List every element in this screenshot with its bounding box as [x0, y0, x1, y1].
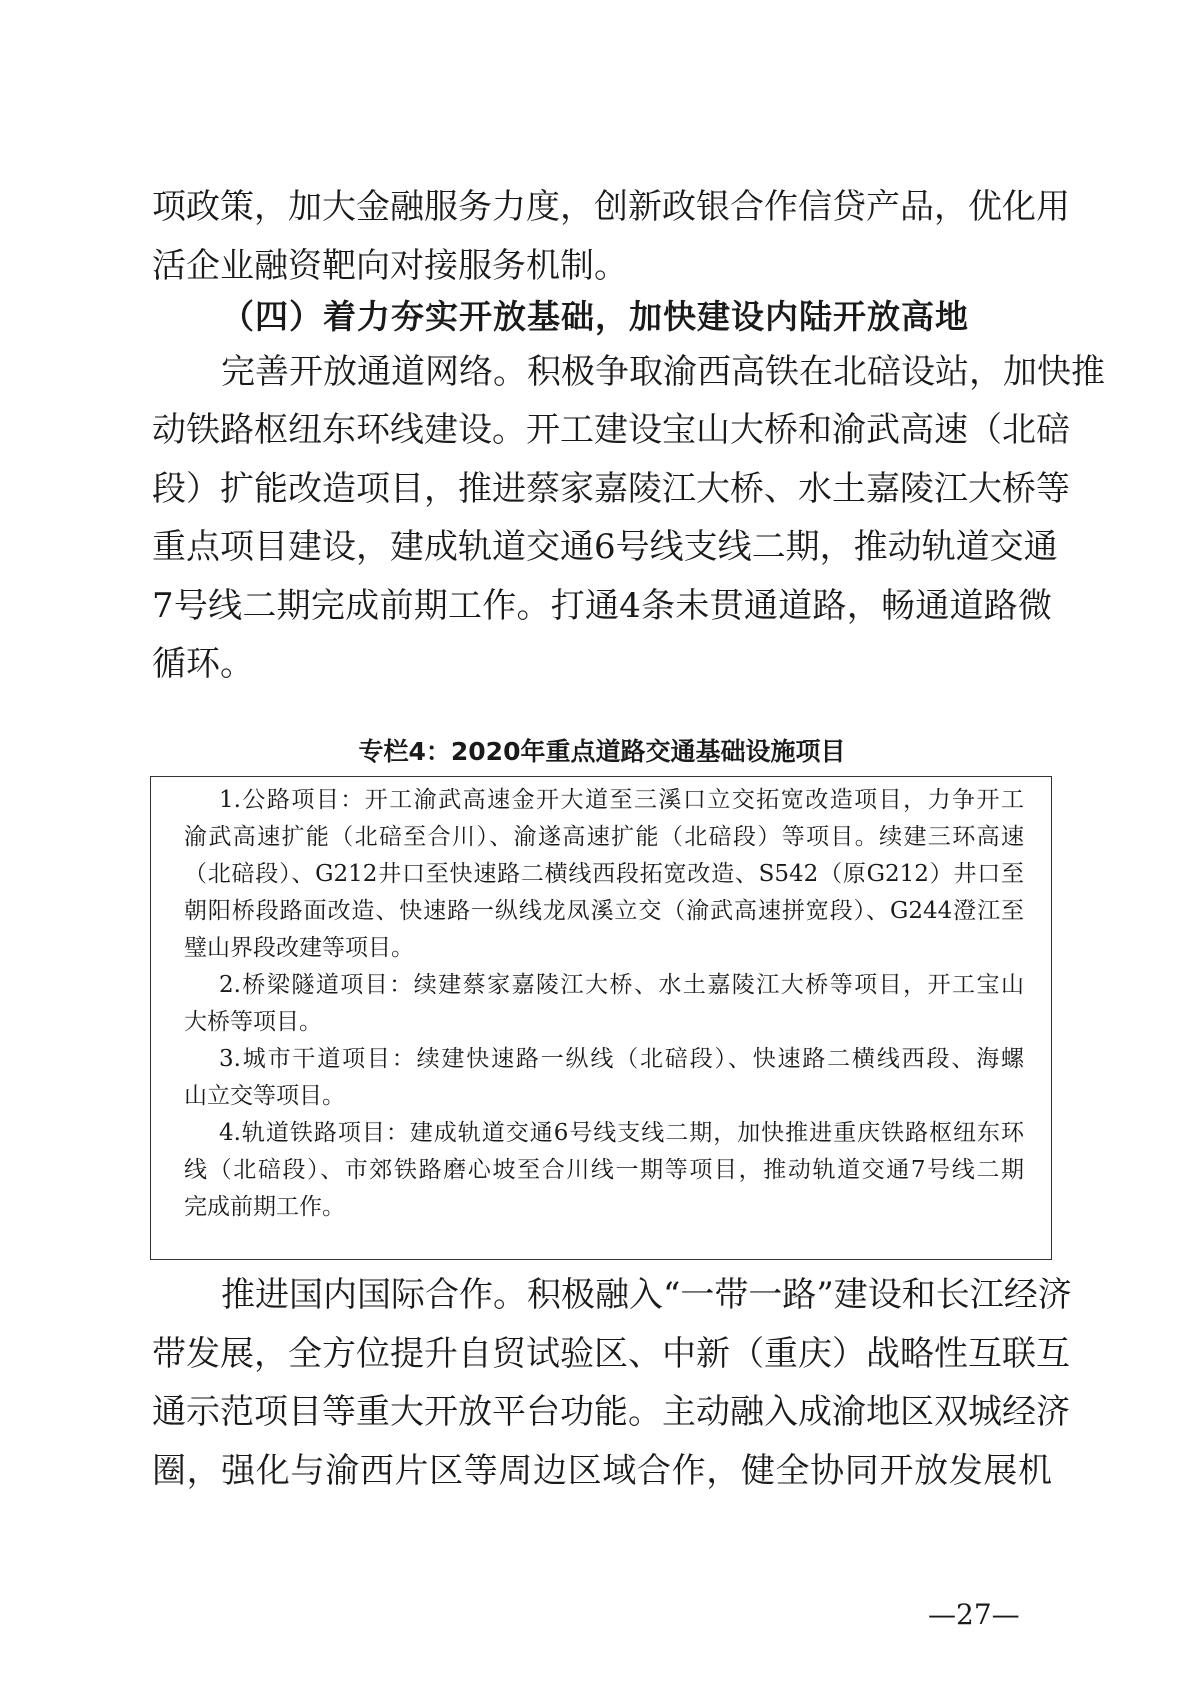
section-heading: （四）着力夯实开放基础，加快建设内陆开放高地 [221, 297, 969, 336]
box-line: 完成前期工作。 [184, 1194, 345, 1220]
box-line: 璧山界段改建等项目。 [184, 935, 414, 961]
paragraph-line: 通示范项目等重大开放平台功能。主动融入成渝地区双城经济 [152, 1392, 1070, 1432]
paragraph-line: 段）扩能改造项目，推进蔡家嘉陵江大桥、水土嘉陵江大桥等 [152, 469, 1070, 509]
box-line: 渝武高速扩能（北碚至合川）、渝遂高速扩能（北碚段）等项目。续建三环高速 [184, 824, 1024, 850]
box-line: 山立交等项目。 [184, 1083, 345, 1109]
paragraph-line: 循环。 [152, 644, 254, 684]
box-line: 线（北碚段）、市郊铁路磨心坡至合川线一期等项目，推动轨道交通7号线二期 [184, 1157, 1024, 1183]
box-line: 3.城市干道项目：续建快速路一纵线（北碚段）、快速路二横线西段、海螺 [219, 1046, 1024, 1072]
paragraph-line: 完善开放通道网络。积极争取渝西高铁在北碚设站，加快推 [221, 352, 1105, 392]
box-line: 大桥等项目。 [184, 1009, 322, 1035]
box-line: （北碚段）、G212井口至快速路二横线西段拓宽改造、S542（原G212）井口至 [184, 861, 1024, 887]
paragraph-line: 推进国内国际合作。积极融入“一带一路”建设和长江经济 [221, 1275, 1072, 1315]
paragraph-line: 7号线二期完成前期工作。打通4条未贯通道路，畅通道路微 [152, 586, 1052, 626]
box-line: 2.桥梁隧道项目：续建蔡家嘉陵江大桥、水土嘉陵江大桥等项目，开工宝山 [219, 972, 1024, 998]
paragraph-line: 项政策，加大金融服务力度，创新政银合作信贷产品，优化用 [152, 187, 1070, 227]
paragraph-line: 活企业融资靶向对接服务机制。 [152, 246, 628, 286]
paragraph-line: 带发展，全方位提升自贸试验区、中新（重庆）战略性互联互 [152, 1334, 1070, 1374]
box-line: 4.轨道铁路项目：建成轨道交通6号线支线二期，加快推进重庆铁路枢纽东环 [219, 1120, 1024, 1146]
box-title: 专栏4：2020年重点道路交通基础设施项目 [358, 737, 846, 766]
paragraph-line: 圈，强化与渝西片区等周边区域合作，健全协同开放发展机 [152, 1451, 1052, 1491]
box-line: 1.公路项目：开工渝武高速金开大道至三溪口立交拓宽改造项目，力争开工 [219, 787, 1024, 813]
paragraph-line: 重点项目建设，建成轨道交通6号线支线二期，推动轨道交通 [152, 527, 1058, 567]
paragraph-line: 动铁路枢纽东环线建设。开工建设宝山大桥和渝武高速（北碚 [152, 410, 1070, 450]
box-line: 朝阳桥段路面改造、快速路一纵线龙凤溪立交（渝武高速拼宽段）、G244澄江至 [184, 898, 1024, 924]
page-number: —27— [928, 1598, 1020, 1631]
